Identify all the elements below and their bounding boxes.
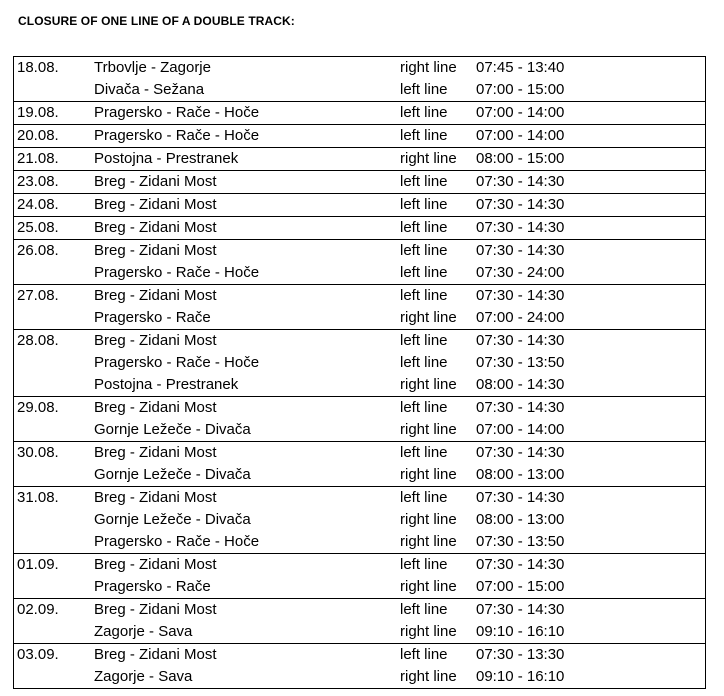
line-cell: left line bbox=[400, 554, 476, 577]
date-cell: 24.08. bbox=[14, 194, 95, 217]
date-cell: 26.08. bbox=[14, 240, 95, 263]
section-cell: Breg - Zidani Most bbox=[94, 644, 400, 667]
line-cell: left line bbox=[400, 354, 448, 371]
table-row bbox=[14, 374, 706, 397]
table-row bbox=[14, 531, 706, 554]
section-cell: Zagorje - Sava bbox=[94, 623, 193, 640]
date-cell: 21.08. bbox=[14, 148, 95, 171]
time-cell: 08:00 - 14:30 bbox=[476, 374, 706, 397]
table-row bbox=[14, 576, 706, 599]
line-cell: left line bbox=[400, 442, 476, 465]
table-row bbox=[14, 102, 706, 125]
time-cell: 07:00 - 14:00 bbox=[476, 419, 706, 442]
line-cell: right line bbox=[400, 148, 476, 171]
line-cell: right line bbox=[400, 666, 476, 689]
date-cell bbox=[14, 307, 95, 330]
line-cell: left line bbox=[400, 285, 476, 308]
date-cell: 25.08. bbox=[14, 217, 95, 240]
date-cell bbox=[14, 576, 95, 599]
line-cell: left line bbox=[400, 330, 476, 353]
time-cell: 09:10 - 16:10 bbox=[476, 666, 706, 689]
section-cell: Divača - Sežana bbox=[94, 81, 205, 98]
date-cell: 23.08. bbox=[14, 171, 95, 194]
line-cell: left line bbox=[400, 599, 476, 622]
section-cell: Zagorje - Sava bbox=[94, 666, 400, 689]
table-row bbox=[14, 125, 706, 148]
line-cell: left line bbox=[400, 125, 476, 148]
section-cell: Breg - Zidani Most bbox=[94, 171, 400, 194]
section-cell: Breg - Zidani Most bbox=[94, 194, 400, 217]
date-cell bbox=[14, 621, 95, 644]
date-cell bbox=[14, 666, 95, 689]
time-cell: 07:30 - 14:30 bbox=[476, 240, 706, 263]
time-cell: 08:00 - 15:00 bbox=[476, 148, 706, 171]
time-cell: 07:30 - 14:30 bbox=[476, 487, 706, 510]
section-cell: Breg - Zidani Most bbox=[94, 285, 400, 308]
time-cell: 09:10 - 16:10 bbox=[476, 621, 706, 644]
time-cell: 07:45 - 13:40 bbox=[476, 57, 706, 80]
section-cell: Gornje Ležeče - Divača bbox=[94, 421, 251, 438]
time-cell: 07:00 - 24:00 bbox=[476, 307, 706, 330]
date-cell: 29.08. bbox=[14, 397, 95, 420]
date-cell bbox=[14, 419, 95, 442]
table-row bbox=[14, 262, 706, 285]
date-cell: 03.09. bbox=[14, 644, 95, 667]
date-cell: 31.08. bbox=[14, 487, 95, 510]
table-row bbox=[14, 464, 706, 487]
section-cell: Trbovlje - Zagorje bbox=[94, 57, 400, 80]
section-cell: Breg - Zidani Most bbox=[94, 330, 400, 353]
section-cell: Pragersko - Rače bbox=[94, 309, 211, 326]
section-cell: Breg - Zidani Most bbox=[94, 217, 400, 240]
date-cell: 20.08. bbox=[14, 125, 95, 148]
table-row bbox=[14, 554, 706, 577]
time-cell: 08:00 - 13:00 bbox=[476, 509, 706, 531]
time-cell: 07:30 - 14:30 bbox=[476, 442, 706, 465]
time-cell: 07:30 - 13:50 bbox=[476, 531, 706, 554]
time-cell: 07:30 - 14:30 bbox=[476, 171, 706, 194]
section-cell: Gornje Ležeče - Divača bbox=[94, 511, 251, 528]
line-cell: left line bbox=[400, 487, 476, 510]
table-row bbox=[14, 666, 706, 689]
time-cell: 07:30 - 14:30 bbox=[476, 554, 706, 577]
line-cell: right line bbox=[400, 57, 476, 80]
section-cell: Gornje Ležeče - Divača bbox=[94, 466, 251, 483]
line-cell: right line bbox=[400, 578, 457, 595]
date-cell: 18.08. bbox=[14, 57, 95, 80]
line-cell: right line bbox=[400, 511, 457, 528]
time-cell: 07:30 - 14:30 bbox=[476, 397, 706, 420]
time-cell: 07:30 - 13:30 bbox=[476, 644, 706, 667]
document-title: CLOSURE OF ONE LINE OF A DOUBLE TRACK: bbox=[18, 14, 295, 28]
date-cell bbox=[14, 79, 95, 102]
table-row bbox=[14, 194, 706, 217]
table-row bbox=[14, 487, 706, 510]
time-cell: 07:00 - 14:00 bbox=[476, 102, 706, 125]
line-cell: left line bbox=[400, 397, 476, 420]
table-row bbox=[14, 285, 706, 308]
section-cell: Postojna - Prestranek bbox=[94, 148, 400, 171]
section-cell: Pragersko - Rače - Hoče bbox=[94, 102, 400, 125]
date-cell: 01.09. bbox=[14, 554, 95, 577]
closure-table bbox=[13, 56, 706, 689]
date-cell: 02.09. bbox=[14, 599, 95, 622]
date-cell: 28.08. bbox=[14, 330, 95, 353]
date-cell bbox=[14, 464, 95, 487]
line-cell: left line bbox=[400, 194, 476, 217]
time-cell: 08:00 - 13:00 bbox=[476, 464, 706, 487]
table-row bbox=[14, 79, 706, 102]
time-cell: 07:30 - 13:50 bbox=[476, 352, 706, 374]
table-row bbox=[14, 599, 706, 622]
date-cell bbox=[14, 262, 95, 285]
section-cell: Breg - Zidani Most bbox=[94, 599, 400, 622]
date-cell bbox=[14, 531, 95, 554]
table-row bbox=[14, 57, 706, 80]
line-cell: right line bbox=[400, 376, 457, 393]
line-cell: right line bbox=[400, 533, 457, 550]
time-cell: 07:00 - 14:00 bbox=[476, 125, 706, 148]
closure-table-body bbox=[14, 57, 706, 689]
date-cell bbox=[14, 352, 95, 374]
section-cell: Pragersko - Rače - Hoče bbox=[94, 354, 260, 371]
date-cell: 19.08. bbox=[14, 102, 95, 125]
table-row bbox=[14, 330, 706, 353]
section-cell: Postojna - Prestranek bbox=[94, 376, 239, 393]
table-row bbox=[14, 621, 706, 644]
section-cell: Breg - Zidani Most bbox=[94, 240, 400, 263]
section-cell: Breg - Zidani Most bbox=[94, 487, 400, 510]
table-row bbox=[14, 307, 706, 330]
section-cell: Pragersko - Rače - Hoče bbox=[94, 533, 260, 550]
line-cell: right line bbox=[400, 623, 457, 640]
section-cell: Pragersko - Rače - Hoče bbox=[94, 264, 260, 281]
line-cell: left line bbox=[400, 217, 476, 240]
time-cell: 07:30 - 14:30 bbox=[476, 194, 706, 217]
table-row bbox=[14, 217, 706, 240]
line-cell: left line bbox=[400, 171, 476, 194]
table-row bbox=[14, 397, 706, 420]
line-cell: right line bbox=[400, 466, 457, 483]
time-cell: 07:30 - 14:30 bbox=[476, 330, 706, 353]
line-cell: left line bbox=[400, 240, 476, 263]
line-cell: left line bbox=[400, 81, 448, 98]
time-cell: 07:30 - 14:30 bbox=[476, 599, 706, 622]
table-row bbox=[14, 419, 706, 442]
time-cell: 07:00 - 15:00 bbox=[476, 576, 706, 599]
date-cell: 30.08. bbox=[14, 442, 95, 465]
section-cell: Breg - Zidani Most bbox=[94, 397, 400, 420]
date-cell: 27.08. bbox=[14, 285, 95, 308]
table-row bbox=[14, 171, 706, 194]
time-cell: 07:00 - 15:00 bbox=[476, 79, 706, 102]
line-cell: right line bbox=[400, 309, 457, 326]
section-cell: Pragersko - Rače - Hoče bbox=[94, 125, 400, 148]
line-cell: right line bbox=[400, 421, 457, 438]
time-cell: 07:30 - 14:30 bbox=[476, 217, 706, 240]
table-row bbox=[14, 644, 706, 667]
table-row bbox=[14, 509, 706, 531]
line-cell: left line bbox=[400, 264, 448, 281]
table-row bbox=[14, 148, 706, 171]
date-cell bbox=[14, 509, 95, 531]
table-row bbox=[14, 352, 706, 374]
table-row bbox=[14, 240, 706, 263]
line-cell: left line bbox=[400, 644, 476, 667]
section-cell: Breg - Zidani Most bbox=[94, 442, 400, 465]
time-cell: 07:30 - 14:30 bbox=[476, 285, 706, 308]
table-row bbox=[14, 442, 706, 465]
line-cell: left line bbox=[400, 102, 476, 125]
date-cell bbox=[14, 374, 95, 397]
section-cell: Breg - Zidani Most bbox=[94, 554, 400, 577]
section-cell: Pragersko - Rače bbox=[94, 578, 211, 595]
time-cell: 07:30 - 24:00 bbox=[476, 262, 706, 285]
